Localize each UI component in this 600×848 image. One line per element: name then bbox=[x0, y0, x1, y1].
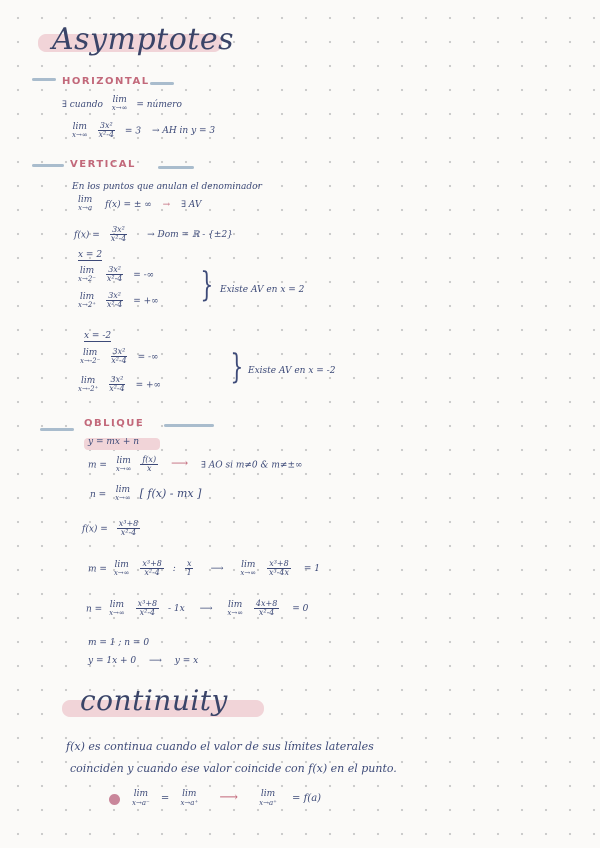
limit: lim x→∞ bbox=[227, 599, 244, 617]
text: ∃ cuando bbox=[62, 99, 103, 110]
fraction: $\frac{\text{3x²}}{\text{x²-4}}$ bbox=[109, 375, 125, 394]
fraction: $\frac{\text{3x²}}{\text{x²-4}}$ bbox=[106, 291, 123, 310]
text: = f(a) bbox=[292, 793, 322, 804]
text: y = 1x + 0 bbox=[88, 656, 137, 666]
brace-icon: } bbox=[230, 347, 244, 387]
text: n = bbox=[86, 604, 103, 615]
continuity-line-1: f(x) es continua cuando el valor de sus límites laterales bbox=[66, 740, 374, 753]
fraction: $\frac{\text{3x²}}{\text{x²-4}}$ bbox=[106, 265, 123, 284]
continuity-title: continuity bbox=[80, 684, 228, 717]
limit: lim x→a⁺ bbox=[259, 789, 277, 807]
section-rule bbox=[158, 166, 194, 169]
arrow-icon: → bbox=[162, 199, 171, 210]
limit-row bbox=[78, 266, 154, 284]
text: ∃ AV bbox=[181, 199, 202, 210]
limit: lim x→2⁻ bbox=[78, 265, 96, 283]
oblique-result bbox=[88, 656, 198, 666]
section-rule bbox=[32, 78, 56, 81]
section-vertical: VERTICAL bbox=[70, 159, 136, 170]
text: : bbox=[172, 564, 176, 575]
brace-icon: } bbox=[200, 265, 214, 305]
limit: lim x→∞ bbox=[115, 455, 132, 473]
limit: lim x→-2⁻ bbox=[80, 347, 101, 365]
limit: lim x→a bbox=[78, 195, 93, 213]
oblique-n bbox=[90, 486, 201, 503]
text: = número bbox=[136, 99, 182, 110]
fraction: $\frac{\text{x³+8}}{\text{x²-4}}$ bbox=[137, 599, 158, 618]
text: = 3 bbox=[124, 126, 142, 137]
arrow-icon: ⟶ bbox=[210, 564, 224, 575]
oblique-m-calc bbox=[88, 560, 320, 578]
note-av-m2: Existe AV en x = -2 bbox=[248, 366, 336, 376]
vertical-intro: En los puntos que anulan el denominador bbox=[72, 182, 262, 192]
text: = bbox=[160, 793, 170, 804]
text: [ f(x) - mx ] bbox=[139, 486, 202, 500]
text: m = bbox=[88, 564, 107, 575]
fraction: $\frac{\text{3x²}}{\text{x²-4}}$ bbox=[111, 347, 127, 366]
limit: lim x→∞ bbox=[240, 559, 257, 577]
text: f(x) = ± ∞ bbox=[105, 199, 152, 210]
continuity-equation bbox=[132, 790, 321, 807]
limit: lim x→∞ bbox=[111, 95, 128, 113]
limit-row bbox=[80, 348, 159, 366]
limit: lim x→a⁻ bbox=[132, 789, 150, 807]
limit: lim x→2⁺ bbox=[78, 291, 96, 309]
fraction: $\frac{\text{3x²}}{\text{x²-4}}$ bbox=[98, 121, 115, 140]
vertical-function bbox=[74, 226, 233, 244]
text: = +∞ bbox=[135, 380, 162, 391]
horizontal-line-1 bbox=[62, 96, 182, 113]
fraction: $\frac{\text{x³+8}}{\text{x³-4x}}$ bbox=[268, 559, 289, 578]
fraction: $\frac{x}{1}$ bbox=[186, 559, 192, 578]
fraction: $\frac{\text{x³+8}}{\text{x²-4}}$ bbox=[142, 559, 162, 578]
text: → AH in y = 3 bbox=[151, 126, 216, 137]
text: ∃ AO si m≠0 & m≠±∞ bbox=[201, 460, 303, 471]
text: = +∞ bbox=[133, 296, 159, 307]
limit: lim x→∞ bbox=[72, 121, 88, 139]
limit: lim x→∞ bbox=[113, 559, 130, 577]
section-rule bbox=[150, 82, 174, 85]
section-rule bbox=[164, 424, 214, 427]
oblique-m bbox=[88, 456, 303, 474]
text: = -∞ bbox=[133, 270, 155, 281]
arrow-icon: ⟶ bbox=[199, 604, 213, 615]
arrow-icon: ⟶ bbox=[149, 656, 162, 666]
limit: lim x→-2⁺ bbox=[78, 375, 99, 393]
fraction: $\frac{4x+8}{\text{x²-4}}$ bbox=[255, 599, 278, 618]
case-xm2: x = -2 bbox=[84, 331, 112, 341]
arrow-icon: ⟶ bbox=[219, 790, 238, 805]
section-horizontal: HORIZONTAL bbox=[62, 76, 150, 87]
fraction: $\frac{\text{3x²}}{\text{x²-4}}$ bbox=[110, 225, 127, 244]
vertical-line-1 bbox=[78, 196, 201, 213]
limit: lim x→a⁺ bbox=[180, 789, 199, 807]
text: n = bbox=[90, 489, 107, 500]
section-rule bbox=[32, 164, 64, 167]
section-oblique: OBLIQUE bbox=[84, 418, 145, 429]
arrow-icon: ⟶ bbox=[170, 456, 189, 471]
text: = -∞ bbox=[137, 352, 159, 363]
page-title: Asymptotes bbox=[52, 22, 234, 57]
case-x2: x = 2 bbox=[78, 250, 103, 260]
limit-row bbox=[78, 376, 161, 394]
text: m = bbox=[88, 460, 107, 471]
text: f(x) = bbox=[82, 524, 108, 535]
text: = 1 bbox=[303, 564, 320, 575]
fraction: $\frac{\text{x³+8}}{\text{x²-4}}$ bbox=[118, 519, 139, 538]
note-av-2: Existe AV en x = 2 bbox=[220, 285, 305, 295]
text: f(x) = bbox=[74, 230, 100, 241]
limit: lim x→∞ bbox=[109, 599, 125, 617]
fraction: $\frac{f(x)}{x}$ bbox=[142, 455, 157, 474]
oblique-mn: m = 1 ; n = 0 bbox=[88, 638, 150, 648]
text: → Dom = ℝ - {±2} bbox=[147, 230, 233, 241]
text: = 0 bbox=[292, 604, 309, 615]
text: - 1x bbox=[168, 604, 185, 615]
section-rule bbox=[40, 428, 74, 431]
oblique-equation: y = mx + n bbox=[88, 437, 140, 447]
continuity-line-2: coinciden y cuando ese valor coincide con f(x) en el punto. bbox=[70, 762, 397, 775]
limit: lim x→∞ bbox=[115, 485, 131, 503]
bullet-icon bbox=[109, 794, 120, 805]
limit-row bbox=[78, 292, 159, 310]
text: y = x bbox=[174, 656, 199, 666]
oblique-function bbox=[82, 520, 140, 538]
oblique-n-calc bbox=[86, 600, 308, 618]
horizontal-line-2 bbox=[72, 122, 215, 140]
